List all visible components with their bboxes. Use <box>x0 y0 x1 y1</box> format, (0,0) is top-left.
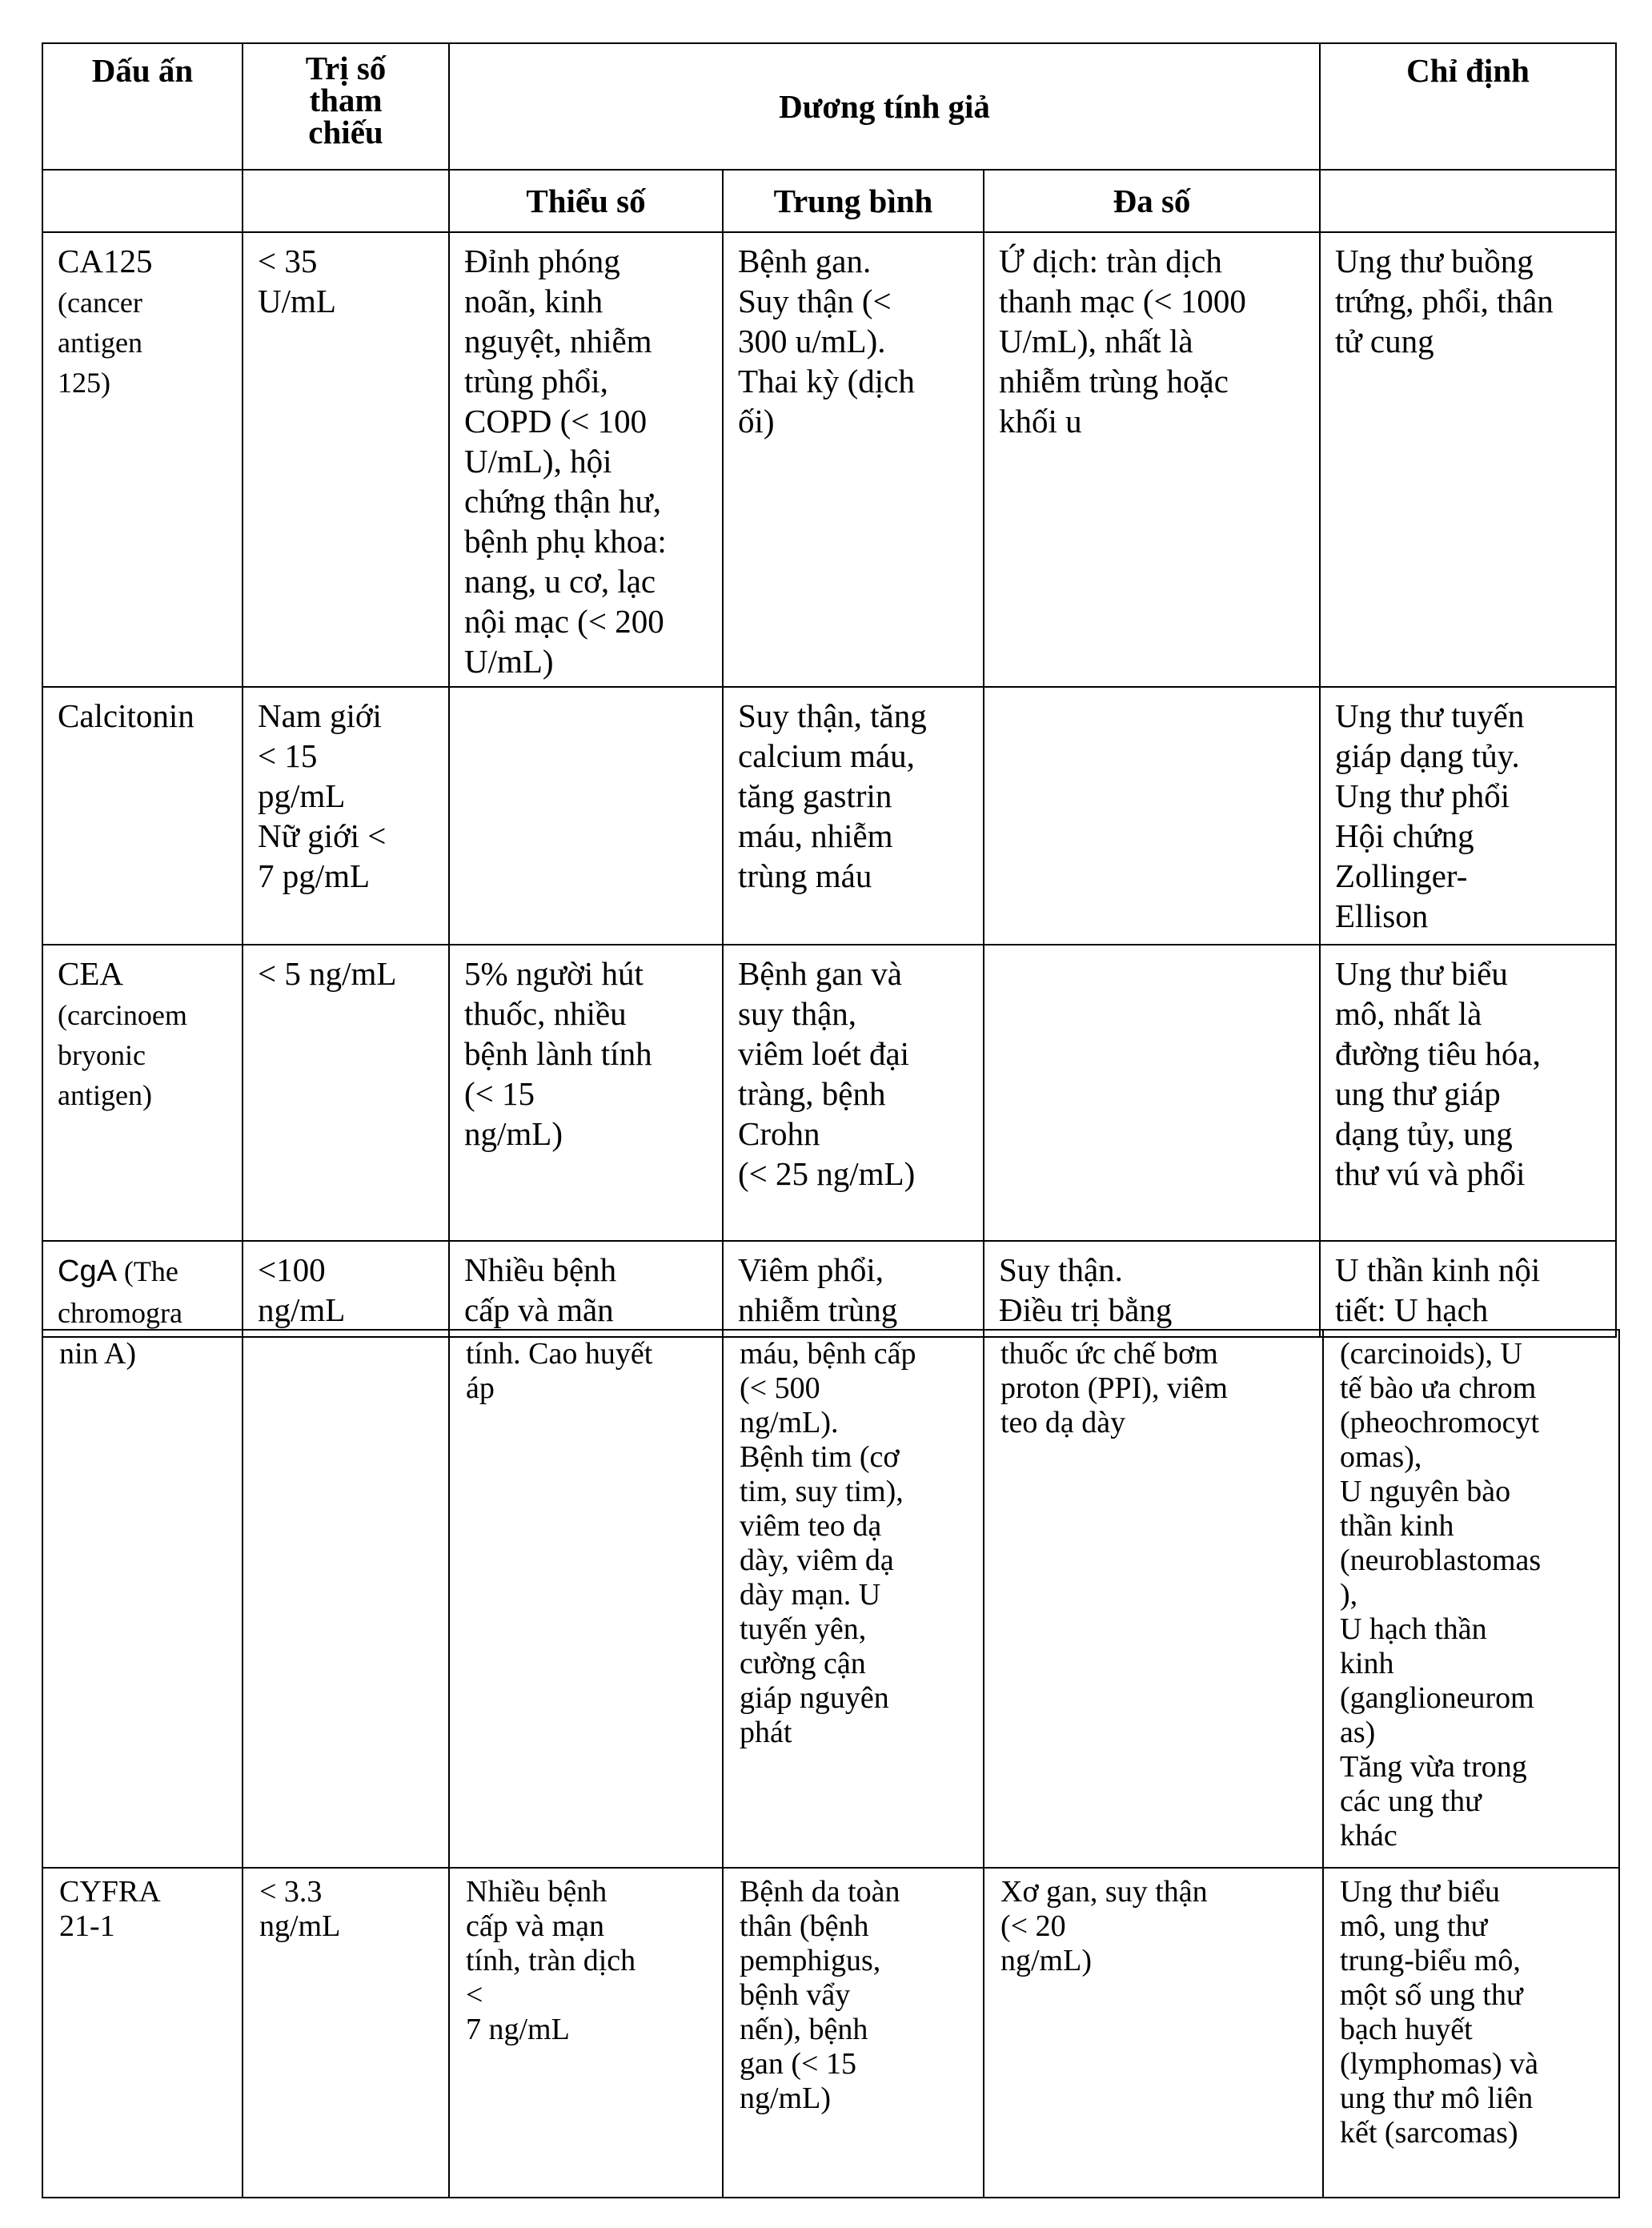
indication-cell: Ung thư buồng trứng, phổi, thân tử cung <box>1320 232 1616 687</box>
average-cell: Viêm phổi, nhiễm trùng <box>723 1241 984 1337</box>
subheader-empty-1 <box>42 170 243 232</box>
subheader-empty-2 <box>243 170 449 232</box>
average-cell: Suy thận, tăng calcium máu, tăng gastrin máu, nhiễm trùng máu <box>723 687 984 945</box>
average-cell: máu, bệnh cấp (< 500 ng/mL). Bệnh tim (cơ tim, suy tim), viêm teo dạ dày, viêm dạ dày mạn. U tuyến yên, cường cận giáp nguyên phát <box>723 1330 984 1868</box>
reference-cell: Nam giới < 15 pg/mL Nữ giới < 7 pg/mL <box>243 687 449 945</box>
minority-cell: 5% người hút thuốc, nhiều bệnh lành tính (< 15 ng/mL) <box>449 945 723 1241</box>
marker-name: CgA <box>58 1255 117 1288</box>
reference-cell: < 3.3 ng/mL <box>243 1868 449 2198</box>
minority-cell: tính. Cao huyết áp <box>449 1330 723 1868</box>
minority-cell: Nhiều bệnh cấp và mạn tính, tràn dịch < 7 ng/mL <box>449 1868 723 2198</box>
header-average: Trung bình <box>723 170 984 232</box>
average-cell: Bệnh gan. Suy thận (< 300 u/mL). Thai kỳ (dịch ối) <box>723 232 984 687</box>
table-row <box>42 945 1616 1241</box>
indication-cell: U thần kinh nội tiết: U hạch <box>1320 1241 1616 1337</box>
majority-cell <box>984 945 1320 1241</box>
reference-cell: < 35 U/mL <box>243 232 449 687</box>
reference-cell: < 5 ng/mL <box>243 945 449 1241</box>
table-row <box>42 687 1616 945</box>
marker-fullname: (The chromogra <box>58 1255 182 1329</box>
marker-fullname: (cancer antigen 125) <box>58 287 142 399</box>
marker-cell: CYFRA 21-1 <box>42 1868 243 2198</box>
header-majority: Đa số <box>984 170 1320 232</box>
average-cell: Bệnh da toàn thân (bệnh pemphigus, bệnh vẩy nến), bệnh gan (< 15 ng/mL) <box>723 1868 984 2198</box>
marker-name: CEA <box>58 955 123 992</box>
indication-cell: Ung thư tuyến giáp dạng tủy. Ung thư phổi Hội chứng Zollinger- Ellison <box>1320 687 1616 945</box>
subheader-empty-3 <box>1320 170 1616 232</box>
header-marker: Dấu ấn <box>42 43 243 170</box>
indication-cell: (carcinoids), U tế bào ưa chrom (pheochromocyt omas), U nguyên bào thần kinh (neuroblastomas ), U hạch thần kinh (ganglioneurom as) Tăng vừa trong các ung thư khác <box>1323 1330 1619 1868</box>
average-cell: Bệnh gan và suy thận, viêm loét đại tràng, bệnh Crohn (< 25 ng/mL) <box>723 945 984 1241</box>
marker-cell <box>42 687 243 945</box>
minority-cell: Đỉnh phóng noãn, kinh nguyệt, nhiễm trùng phổi, COPD (< 100 U/mL), hội chứng thận hư, bệnh phụ khoa: nang, u cơ, lạc nội mạc (< 200 U/mL) <box>449 232 723 687</box>
indication-cell: Ung thư biểu mô, nhất là đường tiêu hóa, ung thư giáp dạng tủy, ung thư vú và phổi <box>1320 945 1616 1241</box>
reference-cell <box>243 1330 449 1868</box>
table-row <box>42 1868 1619 2198</box>
table-row <box>42 1241 1616 1337</box>
marker-name: CA125 <box>58 243 153 279</box>
marker-cell: nin A) <box>42 1330 243 1868</box>
minority-cell: Nhiều bệnh cấp và mãn <box>449 1241 723 1337</box>
tumor-marker-table-part-1 <box>42 42 1617 1338</box>
header-false-positive: Dương tính giả <box>449 43 1320 170</box>
tumor-marker-table-part-2 <box>42 1329 1620 2198</box>
header-row <box>42 43 1616 170</box>
header-reference: Trị số tham chiếu <box>243 43 449 170</box>
marker-cell <box>42 232 243 687</box>
reference-cell: <100 ng/mL <box>243 1241 449 1337</box>
majority-cell: Xơ gan, suy thận (< 20 ng/mL) <box>984 1868 1323 2198</box>
table-row <box>42 1330 1619 1868</box>
majority-cell: Ứ dịch: tràn dịch thanh mạc (< 1000 U/mL), nhất là nhiễm trùng hoặc khối u <box>984 232 1320 687</box>
minority-cell <box>449 687 723 945</box>
marker-name: Calcitonin <box>58 697 194 734</box>
header-indication: Chỉ định <box>1320 43 1616 170</box>
majority-cell <box>984 687 1320 945</box>
indication-cell: Ung thư biểu mô, ung thư trung-biểu mô, một số ung thư bạch huyết (lymphomas) và ung thư mô liên kết (sarcomas) <box>1323 1868 1619 2198</box>
marker-cell <box>42 1241 243 1337</box>
header-minority: Thiểu số <box>449 170 723 232</box>
subheader-row <box>42 170 1616 232</box>
majority-cell: thuốc ức chế bơm proton (PPI), viêm teo dạ dày <box>984 1330 1323 1868</box>
marker-cell <box>42 945 243 1241</box>
marker-fullname: (carcinoem bryonic antigen) <box>58 999 187 1111</box>
table-row <box>42 232 1616 687</box>
majority-cell: Suy thận. Điều trị bằng <box>984 1241 1320 1337</box>
